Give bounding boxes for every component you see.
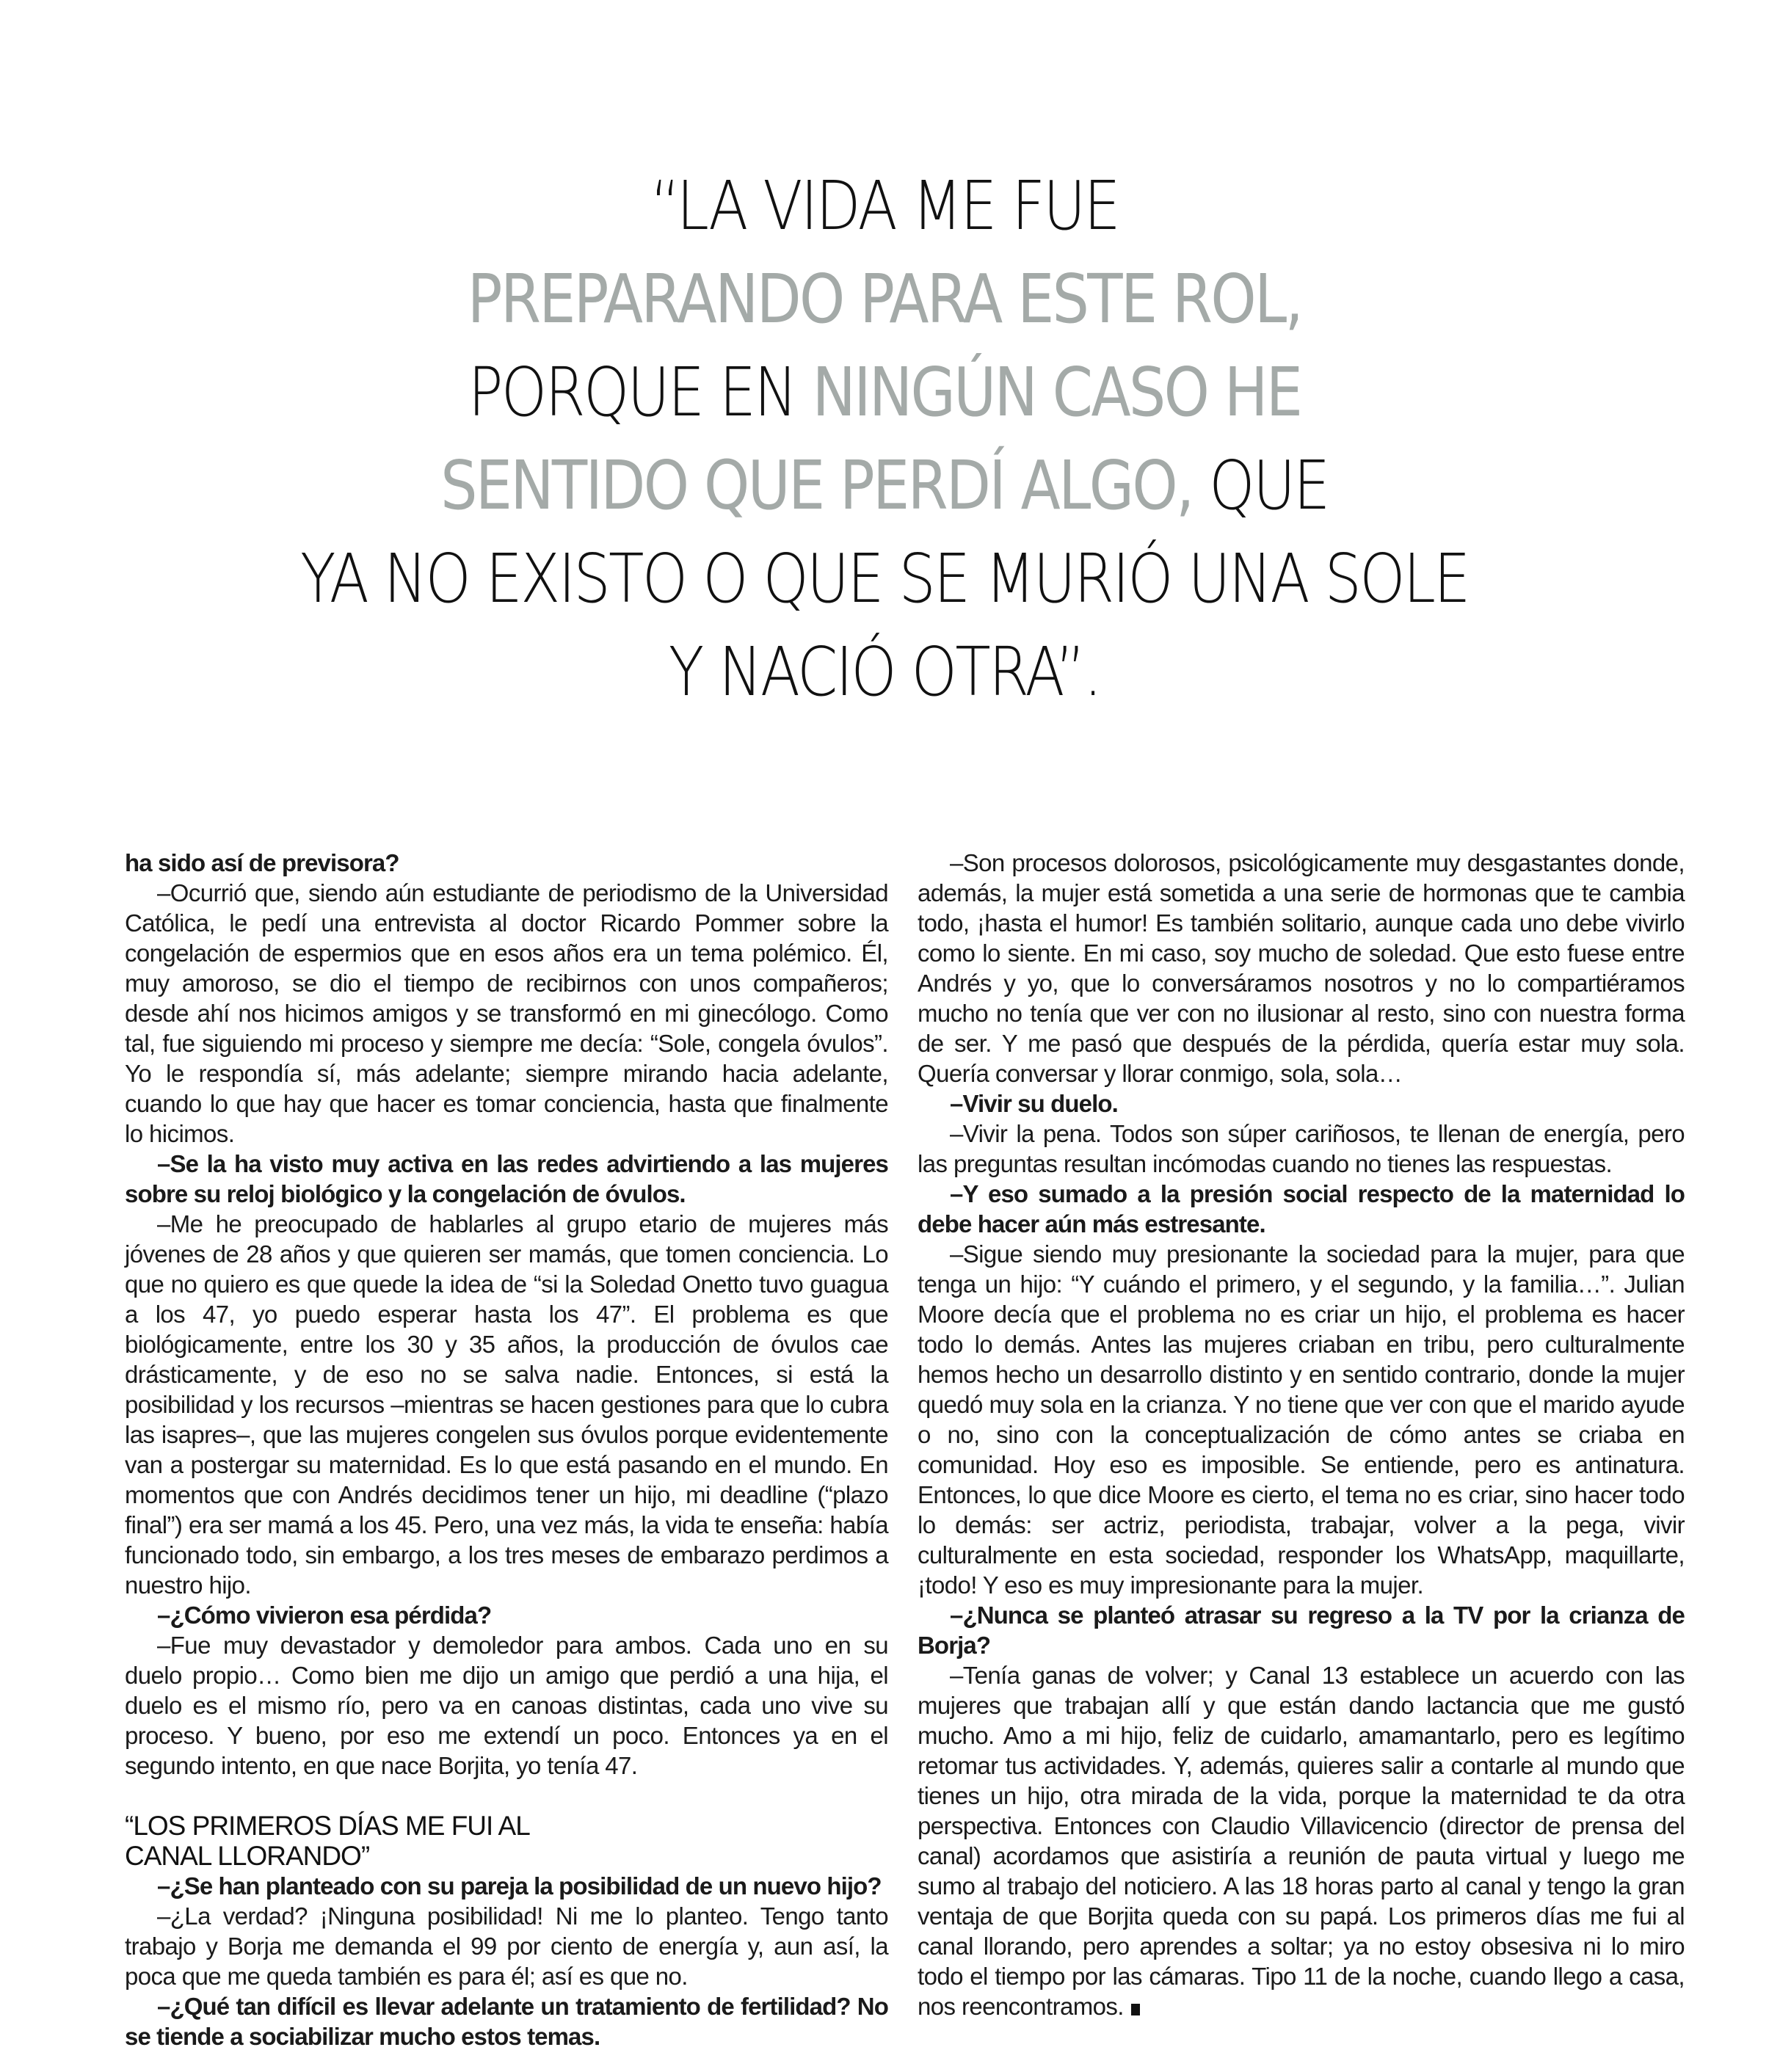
pull-quote-grey-text: PREPARANDO PARA ESTE ROL, xyxy=(467,259,1302,338)
article-column-left xyxy=(125,848,888,2051)
pull-quote-line-5 xyxy=(124,532,1646,625)
section-subheading xyxy=(125,1811,888,1871)
interview-question: –¿Qué tan difícil es llevar adelante un tratamiento de fertilidad? No se tiende a sociabilizar mucho estos temas. xyxy=(125,1993,888,2050)
pull-quote-grey-text: SENTIDO QUE PERDÍ ALGO, xyxy=(440,446,1210,525)
interview-answer: –Sigue siendo muy presionante la sociedad para la mujer, para que tenga un hijo: “Y cuándo el primero, y el segundo, y la familia…”. Julian Moore decía que el problema no es criar un hijo, el problema es hacer todo lo demás. Antes las mujeres criaban en tribu, pero culturalmente hemos hecho un desarrollo distinto y en sentido contrario, donde la mujer quedó muy sola en la crianza. Y no tiene que ver con que el marido ayude o no, sino con la conceptualización de cómo antes se criaba en comunidad. Hoy eso es imposible. Se entiende, pero es antinatura. Entonces, lo que dice Moore es cierto, el tema no es criar, sino hacer todo lo demás: ser actriz, periodista, trabajar, volver a la pega, vivir culturalmente en esta sociedad, responder los WhatsApp, maquillarte, ¡todo! Y eso es muy impresionante para la mujer. xyxy=(918,1240,1685,1599)
interview-question: –¿Se han planteado con su pareja la posibilidad de un nuevo hijo? xyxy=(157,1872,882,1900)
interview-answer: –Vivir la pena. Todos son súper cariñosos, te llenan de energía, pero las preguntas resultan incómodas cuando no tienes las respuestas. xyxy=(918,1120,1685,1177)
interview-question: –¿Cómo vivieron esa pérdida? xyxy=(157,1602,492,1629)
pull-quote-dark-text: Y NACIÓ OTRA”. xyxy=(668,632,1101,711)
interview-answer: –Son procesos dolorosos, psicológicamente muy desgastantes donde, además, la mujer está sometida a una serie de hormonas que te cambia todo, ¡hasta el humor! Es también solitario, aunque cada uno debe vivirlo como lo siente. En mi caso, soy mucho de soledad. Que esto fuese entre Andrés y yo, que lo conversáramos nosotros y no lo compartiéramos mucho no tenía que ver con no ilusionar al resto, sino con nuestra forma de ser. Y me pasó que después de la pérdida, quería estar muy sola. Quería conversar y llorar conmigo, sola, sola… xyxy=(918,849,1685,1087)
pull-quote-line-1 xyxy=(124,159,1646,252)
pull-quote-line-2 xyxy=(124,252,1646,346)
pull-quote-dark-text: PORQUE EN xyxy=(468,352,813,432)
interview-question: –Vivir su duelo. xyxy=(950,1090,1118,1117)
interview-question: ha sido así de previsora? xyxy=(125,849,399,876)
end-of-article-square-icon xyxy=(1131,2004,1140,2015)
interview-answer: –Me he preocupado de hablarles al grupo etario de mujeres más jóvenes de 28 años y que quieren ser mamás, que tomen conciencia. Lo que no quiero es que quede la idea de “si la Soledad Onetto tuvo guagua a los 47, yo puedo esperar hasta los 47”. El problema es que biológicamente, entre los 30 y 35 años, la producción de óvulos cae drásticamente, y de eso no se salva nadie. Entonces, si está la posibilidad y los recursos –mientras se hacen gestiones para que lo cubra las isapres–, que las mujeres congelen sus óvulos porque evidentemente van a postergar su maternidad. Es lo que está pasando en el mundo. En momentos que con Andrés decidimos tener un hijo, mi deadline (“plazo final”) era ser mamá a los 45. Pero, una vez más, la vida te enseña: había funcionado todo, sin embargo, a los tres meses de embarazo perdimos a nuestro hijo. xyxy=(125,1210,888,1599)
interview-answer: –Fue muy devastador y demoledor para ambos. Cada uno en su duelo propio… Como bien me dijo un amigo que perdió a una hija, el duelo es el mismo río, pero va en canoas distintas, cada uno vive su proceso. Y bueno, por eso me extendí un poco. Entonces ya en el segundo intento, en que nace Borjita, yo tenía 47. xyxy=(125,1632,888,1779)
final-answer-text: –Tenía ganas de volver; y Canal 13 establece un acuerdo con las mujeres que trabajan allí y que están dando lactancia que me gustó mucho. Amo a mi hijo, feliz de cuidarlo, amamantarlo, pero es legítimo retomar tus actividades. Y, además, quieres salir a contarle al mundo que tienes un hijo, otra mirada de la vida, porque la maternidad te da otra perspectiva. Entonces con Claudio Villavicencio (director de prensa del canal) acordamos que asistiría a reunión de pauta virtual y luego me sumo al trabajo del noticiero. A las 18 horas parto al canal y tengo la gran ventaja de que Borjita queda con su papá. Los primeros días me fui al canal llorando, pero aprendes a soltar; ya no estoy obsesiva ni lo miro todo el tiempo por las cámaras. Tipo 11 de la noche, cuando llego a casa, nos reencontramos. xyxy=(918,1662,1685,2020)
pull-quote-grey-text: NINGÚN CASO HE xyxy=(812,352,1301,432)
interview-answer-final xyxy=(918,1660,1685,2021)
pull-quote-headline xyxy=(124,159,1646,719)
pull-quote-dark-text: “LA VIDA ME FUE xyxy=(650,166,1119,245)
pull-quote-line-3 xyxy=(124,346,1646,439)
pull-quote-dark-text: YA NO EXISTO O QUE SE MURIÓ UNA SOLE xyxy=(300,539,1469,618)
article-column-right xyxy=(918,848,1685,2021)
interview-question: –Se la ha visto muy activa en las redes advirtiendo a las mujeres sobre su reloj biológico y la congelación de óvulos. xyxy=(125,1150,888,1207)
pull-quote-dark-text: QUE xyxy=(1209,446,1329,525)
subheading-line-2: CANAL LLORANDO” xyxy=(125,1841,370,1871)
pull-quote-line-4 xyxy=(124,439,1646,532)
pull-quote-line-6 xyxy=(124,625,1646,719)
interview-question: –¿Nunca se planteó atrasar su regreso a la TV por la crianza de Borja? xyxy=(918,1602,1685,1659)
interview-answer: –¿La verdad? ¡Ninguna posibilidad! Ni me lo planteo. Tengo tanto trabajo y Borja me demanda el 99 por ciento de energía y, aun así, la poca que me queda también es para él; así es que no. xyxy=(125,1902,888,1990)
subheading-line-1: “LOS PRIMEROS DÍAS ME FUI AL xyxy=(125,1811,530,1841)
interview-answer: –Ocurrió que, siendo aún estudiante de periodismo de la Universidad Católica, le pedí una entrevista al doctor Ricardo Pommer sobre la congelación de espermios que en esos años era un tema polémico. Él, muy amoroso, se dio el tiempo de recibirnos con unos compañeros; desde ahí nos hicimos amigos y se transformó en mi ginecólogo. Como tal, fue siguiendo mi proceso y siempre me decía: “Sole, congela óvulos”. Yo le respondía sí, más adelante; siempre mirando hacia adelante, cuando lo que hay que hacer es tomar conciencia, hasta que finalmente lo hicimos. xyxy=(125,879,888,1147)
interview-question: –Y eso sumado a la presión social respecto de la maternidad lo debe hacer aún más estresante. xyxy=(918,1180,1685,1237)
